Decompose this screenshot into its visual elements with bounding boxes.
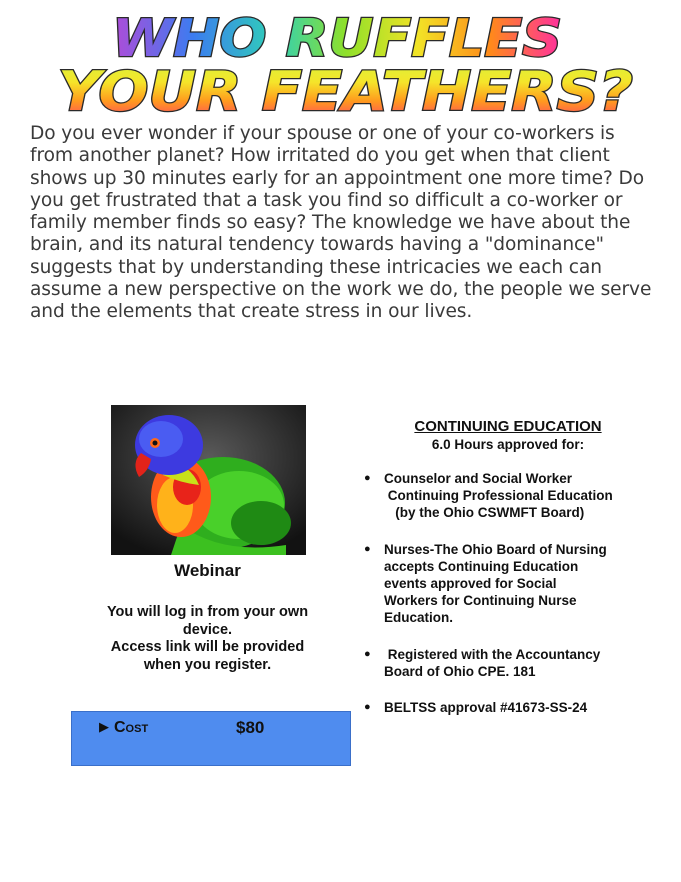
ce-heading: CONTINUING EDUCATION bbox=[414, 418, 602, 435]
bullet-icon: ● bbox=[364, 701, 371, 714]
list-item-line: BELTSS approval #41673-SS-24 bbox=[384, 700, 588, 716]
list-item-line: Nurses-The Ohio Board of Nursing bbox=[384, 541, 607, 557]
ce-subheading: 6.0 Hours approved for: bbox=[431, 437, 585, 452]
list-item bbox=[362, 470, 662, 522]
bullet-icon: ● bbox=[364, 647, 371, 660]
access-note-line: when you register. bbox=[143, 656, 272, 673]
list-item bbox=[362, 541, 662, 627]
list-item-line: (by the Ohio CSWMFT Board) bbox=[384, 505, 585, 521]
ce-list bbox=[362, 470, 662, 716]
list-item-line: Workers for Continuing Nurse bbox=[384, 593, 577, 609]
access-note-line: device. bbox=[182, 621, 233, 638]
list-item-line: accepts Continuing Education bbox=[384, 558, 579, 574]
list-item-line: events approved for Social bbox=[384, 576, 557, 592]
access-note-line: You will log in from your own bbox=[106, 604, 309, 620]
cost-value: $80 bbox=[236, 718, 265, 737]
cost-box bbox=[71, 711, 351, 766]
intro-paragraph: Do you ever wonder if your spouse or one of your co-workers is from another planet? How irritated do you get when that client shows up 30 minutes early for an appointment one more time? Do you get frustrated that a task you find so difficult a co-worker or family member finds so easy? The knowledge we have about the brain, and its natural tendency towards having a "dominance" suggests that by understanding these intricacies we each can assume a new perspective on the work we do, the people we serve and the elements that create stress in our lives. bbox=[30, 123, 652, 323]
list-item bbox=[362, 699, 662, 716]
list-item-line: Education. bbox=[384, 610, 454, 626]
access-note bbox=[85, 604, 330, 674]
list-item-line: Continuing Professional Education bbox=[384, 488, 613, 504]
list-item-line: Board of Ohio CPE. 181 bbox=[384, 663, 536, 679]
title-line-2: YOUR FEATHERS? bbox=[58, 60, 633, 118]
webinar-label: Webinar bbox=[174, 561, 241, 580]
bullet-icon: ● bbox=[364, 472, 371, 484]
right-triangle-arrow-icon: ▶ bbox=[99, 720, 109, 735]
list-item-line: Registered with the Accountancy bbox=[384, 646, 601, 662]
list-item bbox=[362, 646, 662, 680]
parrot-photo bbox=[111, 405, 306, 555]
bullet-icon: ● bbox=[364, 542, 371, 555]
cost-label: Cost bbox=[114, 719, 149, 736]
list-item-line: Counselor and Social Worker bbox=[384, 471, 573, 486]
parrot-icon bbox=[111, 405, 306, 555]
access-note-line: Access link will be provided bbox=[110, 639, 305, 655]
title-line-1: WHO RUFFLES bbox=[112, 9, 562, 69]
page-title bbox=[50, 6, 640, 118]
